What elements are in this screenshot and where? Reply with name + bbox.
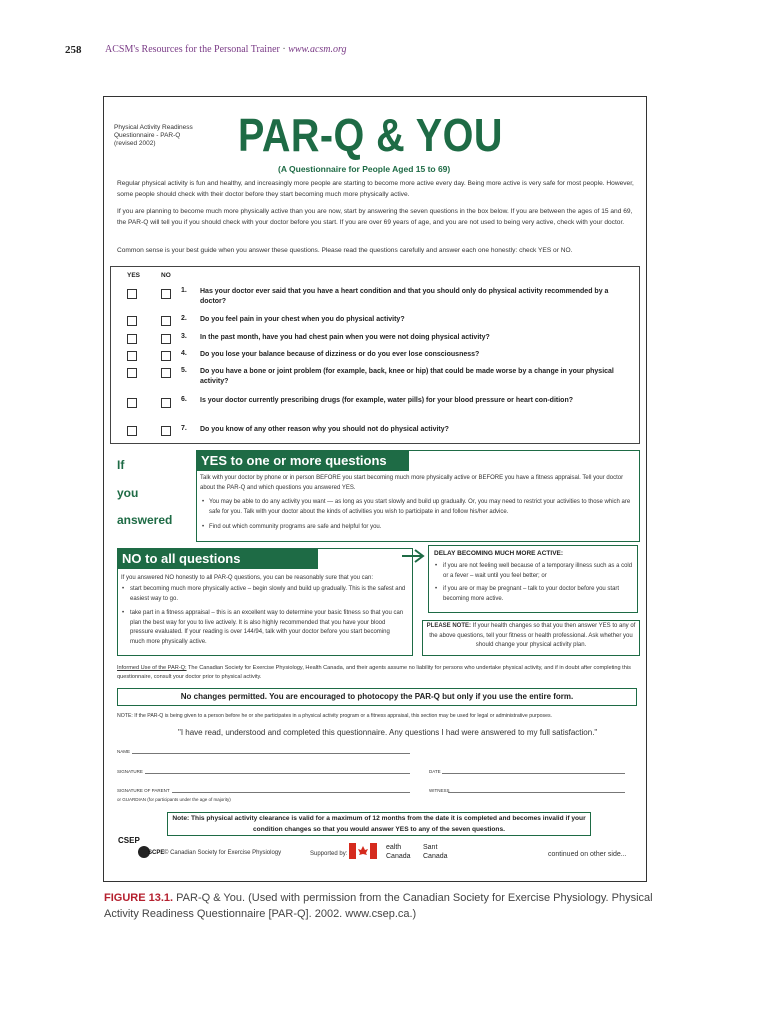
yes-section-heading: YES to one or more questions xyxy=(197,451,409,471)
q5-number: 5. xyxy=(181,367,187,374)
yes-bullet: You may be able to do any activity you want — as long as you start slowly and build up gradually. Or, you may need to restrict your activities to those which are safe for you. Talk with your doctor about the kinds of activities you wish to participate in and follow his/her advice. xyxy=(209,499,631,515)
intro-paragraph: Regular physical activity is fun and healthy, and increasingly more people are starting to become more active every day. Being more active is very safe for most people. However, some people should check with their doctor before they start becoming much more physically active. xyxy=(117,180,634,198)
q2-text: Do you feel pain in your chest when you do physical activity? xyxy=(200,316,405,323)
no-bullet: start becoming much more physically active – begin slowly and build up gradually. This is the safest and easiest way to go. xyxy=(130,586,406,602)
q3-no-checkbox[interactable] xyxy=(161,334,171,344)
delay-bullet: if you are not feeling well because of a temporary illness such as a cold or a fever – wait until you feel better; or xyxy=(443,563,633,579)
header-small-line: (revised 2002) xyxy=(114,140,156,147)
q2-number: 2. xyxy=(181,315,187,322)
figure-caption xyxy=(104,890,664,922)
q7-yes-checkbox[interactable] xyxy=(127,426,137,436)
figure-label: FIGURE 13.1. xyxy=(104,892,174,904)
q4-no-checkbox[interactable] xyxy=(161,351,171,361)
intro-paragraph: If you are planning to become much more physically active than you are now, start by answering the seven questions in the box below. If you are between the ages of 15 and 69, the PAR-Q will tell you if you should check with your doctor before you start. If you are over 69 years of age, and you are not used to being very active, check with your doctor. xyxy=(117,208,633,226)
health-canada-en: ealth Canada xyxy=(386,844,411,860)
supported-by: Supported by: xyxy=(310,851,348,857)
book-url: www.acsm.org xyxy=(288,44,347,55)
bullet-icon: • xyxy=(122,586,125,592)
q6-text: Is your doctor currently prescribing drugs (for example, water pills) for your blood pressure or heart con-dition? xyxy=(200,397,574,404)
bullet-icon: • xyxy=(435,563,438,569)
please-note-label: PLEASE NOTE: xyxy=(426,623,471,629)
health-canada-fr: Sant Canada xyxy=(423,844,448,860)
header-small-line: Questionnaire - PAR-Q xyxy=(114,132,181,139)
witness-line[interactable] xyxy=(448,792,625,793)
informed-use xyxy=(117,664,639,682)
q7-number: 7. xyxy=(181,425,187,432)
validity-note: Note: This physical activity clearance is valid for a maximum of 12 months from the date it is completed and becomes invalid if your condition changes so that you would answer YES to any of the seven questions. xyxy=(167,812,591,836)
book-title: ACSM's Resources for the Personal Trainer xyxy=(105,44,280,55)
q7-text: Do you know of any other reason why you should not do physical activity? xyxy=(200,426,449,433)
legal-note: NOTE: If the PAR-Q is being given to a person before he or she participates in a physical activity program or a fitness appraisal, this section may be used for legal or administrative purposes. xyxy=(117,713,552,719)
signature-label: SIGNATURE xyxy=(117,769,143,774)
scpe-logo-text: SCPE xyxy=(148,850,165,856)
bullet-icon: • xyxy=(435,586,438,592)
no-changes-notice: No changes permitted. You are encouraged to photocopy the PAR-Q but only if you use the entire form. xyxy=(117,688,637,706)
witness-label: WITNESS xyxy=(429,788,450,793)
page-number: 258 xyxy=(65,44,82,56)
guardian-label: or GUARDIAN (for participants under the age of majority) xyxy=(117,797,231,802)
if-word: If xyxy=(117,458,125,472)
parent-signature-line[interactable] xyxy=(172,792,410,793)
q4-number: 4. xyxy=(181,350,187,357)
name-label: NAME xyxy=(117,749,131,754)
q3-number: 3. xyxy=(181,333,187,340)
q1-number: 1. xyxy=(181,287,187,294)
continued-note: continued on other side... xyxy=(548,851,627,858)
delay-bullet: if you are or may be pregnant – talk to your doctor before you start becoming more active. xyxy=(443,586,620,602)
q5-text: Do you have a bone or joint problem (for example, back, knee or hip) that could be made worse by a change in your physical activity? xyxy=(200,368,614,385)
q5-no-checkbox[interactable] xyxy=(161,368,171,378)
no-section-heading: NO to all questions xyxy=(118,549,318,569)
bullet-icon: • xyxy=(202,499,205,505)
parent-signature-label: SIGNATURE OF PARENT xyxy=(117,788,170,793)
date-line[interactable] xyxy=(442,773,625,774)
q4-yes-checkbox[interactable] xyxy=(127,351,137,361)
header-small-line: Physical Activity Readiness xyxy=(114,124,193,131)
q1-text: Has your doctor ever said that you have a heart condition and that you should only do physical activity recommended by a doctor? xyxy=(200,288,609,305)
declaration: "I have read, understood and completed this questionnaire. Any questions I had were answered to my full satisfaction." xyxy=(178,728,598,737)
q3-yes-checkbox[interactable] xyxy=(127,334,137,344)
running-head xyxy=(65,44,347,56)
informed-use-text: The Canadian Society for Exercise Physiology, Health Canada, and their agents assume no liability for persons who undertake physical activity, and if in doubt after completing this questionnaire, consult your doctor prior to physical activity. xyxy=(117,665,631,680)
no-section-body: If you answered NO honestly to all PAR-Q questions, you can be reasonably sure that you can: xyxy=(121,575,374,581)
no-column-header: NO xyxy=(161,272,171,279)
q7-no-checkbox[interactable] xyxy=(161,426,171,436)
form-title: PAR-Q & YOU xyxy=(238,109,503,161)
name-line[interactable] xyxy=(132,753,410,754)
signature-line[interactable] xyxy=(145,773,410,774)
date-label: DATE xyxy=(429,769,441,774)
you-word: you xyxy=(117,486,139,500)
canada-flag-icon xyxy=(349,843,377,859)
delay-heading: DELAY BECOMING MUCH MORE ACTIVE: xyxy=(434,550,564,557)
running-head-separator: · xyxy=(282,44,286,55)
q3-text: In the past month, have you had chest pain when you were not doing physical activity? xyxy=(200,334,490,341)
form-header-small xyxy=(114,124,194,148)
figure-caption-text: PAR-Q & You. (Used with permission from the Canadian Society for Exercise Physiology. Physical Activity Readiness Questionnaire [PAR-Q]. 2002. www.csep.ca.) xyxy=(104,892,653,920)
form-subtitle: (A Questionnaire for People Aged 15 to 69) xyxy=(278,164,451,174)
csep-logo xyxy=(118,836,140,845)
csep-logo-text: CSEP xyxy=(118,836,140,845)
bullet-icon: • xyxy=(202,524,205,530)
answered-word: answered xyxy=(117,513,173,527)
q2-yes-checkbox[interactable] xyxy=(127,316,137,326)
q1-yes-checkbox[interactable] xyxy=(127,289,137,299)
footer-org: © Canadian Society for Exercise Physiology xyxy=(164,850,282,856)
q6-yes-checkbox[interactable] xyxy=(127,398,137,408)
yes-column-header: YES xyxy=(127,272,141,279)
yes-bullet: Find out which community programs are safe and helpful for you. xyxy=(209,524,382,530)
q6-no-checkbox[interactable] xyxy=(161,398,171,408)
q5-yes-checkbox[interactable] xyxy=(127,368,137,378)
no-bullet: take part in a fitness appraisal – this is an excellent way to determine your basic fitness so that you can plan the best way for you to live actively. It is also highly recommended that you have your blood pressure evaluated. If your reading is over 144/94, talk with your doctor before you start becoming much more physically active. xyxy=(130,610,404,645)
q6-number: 6. xyxy=(181,396,187,403)
bullet-icon: • xyxy=(122,610,125,616)
informed-use-label: Informed Use of the PAR-Q: xyxy=(117,665,187,671)
please-note xyxy=(426,622,636,651)
q2-no-checkbox[interactable] xyxy=(161,316,171,326)
please-note-text: If your health changes so that you then answer YES to any of the above questions, tell your fitness or health professional. Ask whether you should change your physical activity plan. xyxy=(429,623,636,648)
arrow-right-icon xyxy=(402,548,426,564)
q1-no-checkbox[interactable] xyxy=(161,289,171,299)
yes-section-body: Talk with your doctor by phone or in person BEFORE you start becoming much more physically active or BEFORE you have a fitness appraisal. Tell your doctor about the PAR-Q and which questions you answered YES. xyxy=(200,475,624,491)
q4-text: Do you lose your balance because of dizziness or do you ever lose consciousness? xyxy=(200,351,480,358)
intro-paragraph: Common sense is your best guide when you answer these questions. Please read the questions carefully and answer each one honestly: check YES or NO. xyxy=(117,247,573,254)
